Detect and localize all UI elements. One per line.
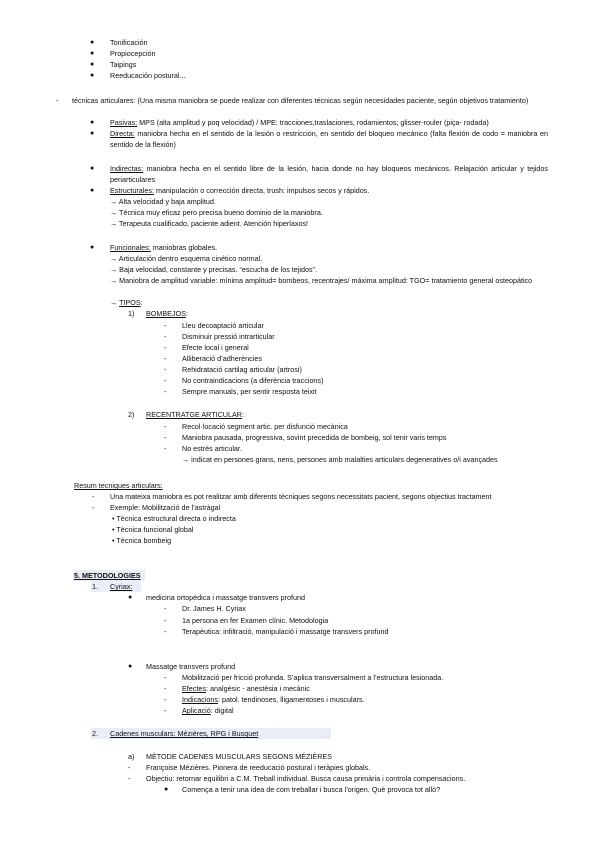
- list-item: Reeducación postural...: [110, 71, 186, 80]
- bullet-icon: ●: [90, 130, 95, 137]
- bullet-icon: ●: [90, 50, 95, 57]
- recentratge-title: RECENTRATGE ARTICULAR:: [146, 410, 244, 419]
- dash-marker: -: [164, 433, 167, 442]
- bullet-icon: ●: [128, 663, 133, 670]
- bullet-icon: ●: [164, 786, 169, 793]
- list-number: a): [128, 752, 135, 761]
- section-title: 5. METODOLOGIES: [74, 571, 141, 580]
- list-item: Objectiu: retornar equilibri a C.M. Treball individual. Busca causa primària i controla compensacions.: [146, 774, 466, 783]
- bullet-icon: ●: [90, 187, 95, 194]
- list-item: Comença a tenir una idea de com treballar i busca l’origen. Què provoca tot allò?: [182, 785, 441, 794]
- resum-title: Resum tecniques articulars:: [74, 481, 163, 490]
- list-item: Recol·locació segment artic. per disfunció mecànica: [182, 422, 348, 431]
- dash-marker: -: [164, 376, 167, 385]
- dash-marker: -: [164, 387, 167, 396]
- dash-marker: -: [164, 604, 167, 613]
- bullet-icon: ●: [90, 119, 95, 126]
- list-item: Tonificación: [110, 38, 148, 47]
- list-item: Dr. James H. Cyriax: [182, 604, 246, 613]
- bullet-icon: ●: [90, 61, 95, 68]
- dash-marker: -: [56, 96, 59, 105]
- aplicacio-line: Aplicació: digital: [182, 706, 234, 715]
- dash-marker: -: [128, 774, 131, 783]
- dash-marker: -: [164, 343, 167, 352]
- arrow-line: → Terapeuta cualificado, paciente adient. Atención hiperlaxos!: [110, 219, 309, 228]
- tecnicas-intro: técnicas articulares: (Una misma maniobra se puede realizar con diferentes técnicas según necesidades paciente, según objetivos tratamiento): [72, 96, 529, 105]
- cyriax-label: Cyriax:: [110, 582, 133, 591]
- arrow-line: → Baja velocidad, constante y precisas. “escucha de los tejidos”.: [110, 265, 317, 274]
- dash-marker: -: [164, 695, 167, 704]
- dash-marker: -: [164, 422, 167, 431]
- dash-marker: -: [164, 627, 167, 636]
- list-item: Terapèutica: infiltració, manipulació i massatge transvers profund: [182, 627, 389, 636]
- list-item: No estrès articular.: [182, 444, 242, 453]
- dash-marker: -: [164, 332, 167, 341]
- dash-marker: -: [92, 492, 95, 501]
- list-item: Lleu decoaptació articular: [182, 321, 264, 330]
- bullet-icon: ●: [128, 594, 133, 601]
- bullet-icon: ●: [90, 39, 95, 46]
- list-number: 1.: [92, 582, 98, 591]
- funcionales-line: Funcionales: maniobras globales.: [110, 243, 218, 252]
- dash-marker: -: [92, 503, 95, 512]
- list-item: medicina ortopèdica i massatge transvers profund: [146, 593, 306, 602]
- list-item: Maniobra pausada, progressiva, sovint precedida de bombeig, sol tenir varis temps: [182, 433, 447, 442]
- directa-line: Directa: maniobra hecha en el sentido de la lesión o restricción, en sentido del bloqueo mecánico (falta flexión de codo = maniobra en sentido de la flexión): [110, 129, 548, 149]
- arrow-line: → Alta velocidad y baja amplitud.: [110, 197, 216, 206]
- list-item: • Tècnica estructural directa o indirecta: [112, 514, 236, 523]
- dash-marker: -: [164, 354, 167, 363]
- dash-marker: -: [164, 684, 167, 693]
- dash-marker: -: [164, 321, 167, 330]
- list-number: 2): [128, 410, 135, 419]
- dash-marker: -: [164, 706, 167, 715]
- list-item: Mobilització per fricció profunda. S’aplica transversalment a l’estructura lesionada.: [182, 673, 444, 682]
- indicacions-line: Indicacions: patol. tendinoses, lligamentoses i musculars.: [182, 695, 365, 704]
- tipos-line: → TIPOS:: [110, 298, 143, 307]
- bullet-icon: ●: [90, 244, 95, 251]
- arrow-line: → Articulación dentro esquema cinético normal.: [110, 254, 263, 263]
- list-item: Massatge transvers profund: [146, 662, 236, 671]
- bombeos-title: BOMBEJOS:: [146, 309, 188, 318]
- arrow-line: → Técnica muy eficaz pero precisa bueno dominio de la maniobra.: [110, 208, 323, 217]
- list-item: Sempre manuals, per sentir resposta teixit: [182, 387, 317, 396]
- list-item: Alliberació d’adherències: [182, 354, 262, 363]
- resum-line: Una mateixa maniobra es pot realitzar amb diferents tècniques segons necessitats pacient, segons objectius tractament: [110, 492, 492, 501]
- bullet-icon: ●: [90, 165, 95, 172]
- list-item: Propiocepción: [110, 49, 156, 58]
- dash-marker: -: [164, 673, 167, 682]
- efectes-line: Efectes: analgèsic - anestèsia i mecànic: [182, 684, 310, 693]
- subsection-title: MÈTODE CADENES MUSCULARS SEGONS MÉZIÈRES: [146, 752, 332, 761]
- list-item: No contraindicacions (a diferència traccions): [182, 376, 324, 385]
- dash-marker: -: [164, 444, 167, 453]
- pasivas-line: Pasivas: MPS (alta amplitud y poq velocidad) / MPE: tracciones,traslaciones, rodamientos; glisser-rouler (piça- rodada): [110, 118, 489, 127]
- indirectas-line: Indirectas: maniobra hecha en el sentido libre de la lesión, hacia donde no hay bloqueos mecánicos. Relajación articular y tejidos periarticulares: [110, 164, 548, 184]
- arrow-line: → indicat en persones grans, nens, persones amb malalties articulars degeneratives o/i avançades: [182, 455, 498, 464]
- list-item: • Tècnica funcional global: [112, 525, 194, 534]
- dash-marker: -: [128, 763, 131, 772]
- dash-marker: -: [164, 365, 167, 374]
- cadenes-label: Cadenes musculars: Mézières, RPG i Busquet: [110, 729, 259, 738]
- bullet-icon: ●: [90, 72, 95, 79]
- arrow-line: → Maniobra de amplitud variable: mínima amplitud= bombeos, recentrajes/ máxima amplitud: TGO= tratamiento general osteopático: [110, 276, 533, 285]
- dash-marker: -: [164, 616, 167, 625]
- list-item: 1a persona en fer Examen clínic. Metodologia: [182, 616, 329, 625]
- list-item: Rehidratació cartilag articular (artrosi): [182, 365, 302, 374]
- resum-line: Exemple: Mobilització de l’astràgal: [110, 503, 221, 512]
- list-item: Françoise Mézières. Pionera de reeducació postural i teràpies globals.: [146, 763, 371, 772]
- list-item: Efecte local i general: [182, 343, 249, 352]
- list-number: 2.: [92, 729, 98, 738]
- list-item: Disminuir pressió intrarticular: [182, 332, 275, 341]
- list-number: 1): [128, 309, 135, 318]
- list-item: • Tècnica bombeig: [112, 536, 172, 545]
- estructurales-line: Estructurales: manipulación o corrección directa, trush: impulsos secos y rápidos.: [110, 186, 370, 195]
- list-item: Taipings: [110, 60, 137, 69]
